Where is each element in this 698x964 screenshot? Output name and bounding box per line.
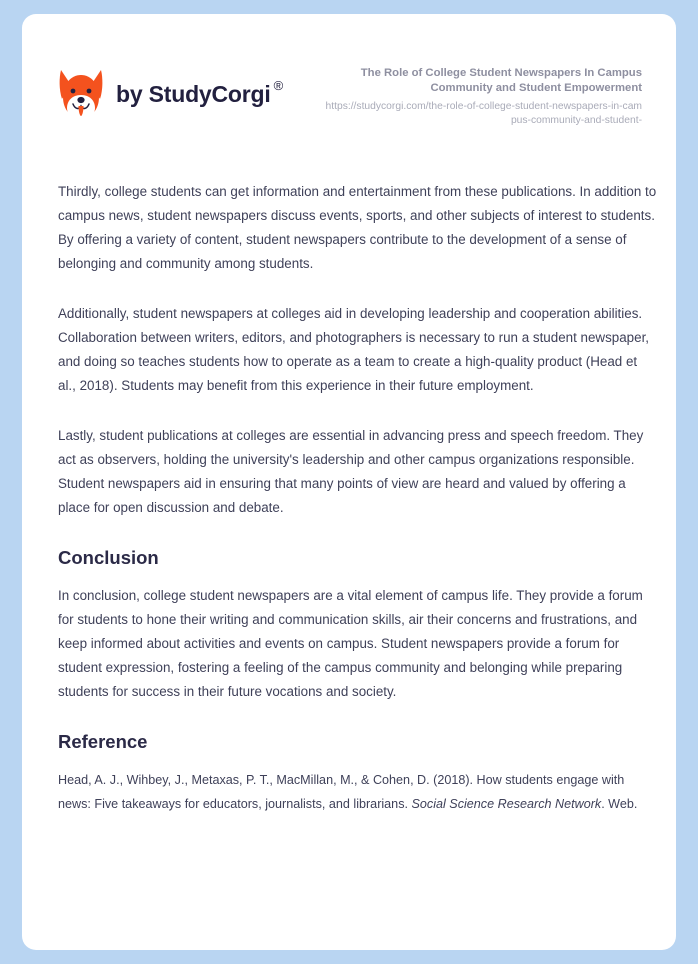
document-title: The Role of College Student Newspapers In Campus Community and Student Empowerment (360, 67, 642, 94)
brand-logo-group[interactable] (58, 68, 283, 120)
header-document-meta (322, 62, 642, 127)
document-url[interactable]: https://studycorgi.com/the-role-of-college-student-newspapers-in-campus-community-and-student- (325, 101, 642, 126)
brand-name-text: by StudyCorgi (116, 80, 271, 107)
reference-entry-prefix: Head, A. J., Wihbey, J., Metaxas, P. T., MacMillan, M., & Cohen, D. (2018). How students engage with news: Five takeaways for educators, journalists, and librarians. (58, 773, 625, 811)
document-body (58, 180, 658, 816)
body-paragraph: Additionally, student newspapers at colleges aid in developing leadership and cooperation abilities. Collaboration between writers, editors, and photographers is necessary to run a student newspaper, and doing so teaches students how to operate as a team to create a high-quality product (Head et al., 2018). Students may benefit from this experience in their future employment. (58, 306, 650, 393)
reference-entry-source: Social Science Research Network (411, 797, 602, 811)
conclusion-paragraph: In conclusion, college student newspapers are a vital element of campus life. They provide a forum for students to hone their writing and communication skills, air their concerns and frustrations, and keep informed about activities and events on campus. Student newspapers provide a forum for student expression, fostering a feeling of the campus community and belonging while preparing students for success in their future vocations and society. (58, 588, 643, 699)
registered-trademark-icon: ® (273, 77, 283, 93)
body-paragraph: Thirdly, college students can get information and entertainment from these publications. In addition to campus news, student newspapers discuss events, sports, and other subjects of interest to students. By offering a variety of content, student newspapers contribute to the development of a sense of belonging and community among students. (58, 184, 657, 271)
document-card (22, 14, 676, 950)
corgi-logo-icon (58, 68, 104, 120)
document-header (22, 14, 676, 146)
conclusion-heading: Conclusion (58, 547, 159, 568)
reference-heading: Reference (58, 731, 148, 752)
reference-entry-suffix: . Web. (601, 797, 638, 811)
body-paragraph: Lastly, student publications at colleges are essential in advancing press and speech freedom. They act as observers, holding the university's leadership and other campus organizations responsible. Student newspapers aid in ensuring that many points of view are heard and valued by offering a place for open discussion and debate. (58, 428, 644, 515)
brand-name (116, 77, 283, 108)
reference-entry (58, 768, 658, 816)
